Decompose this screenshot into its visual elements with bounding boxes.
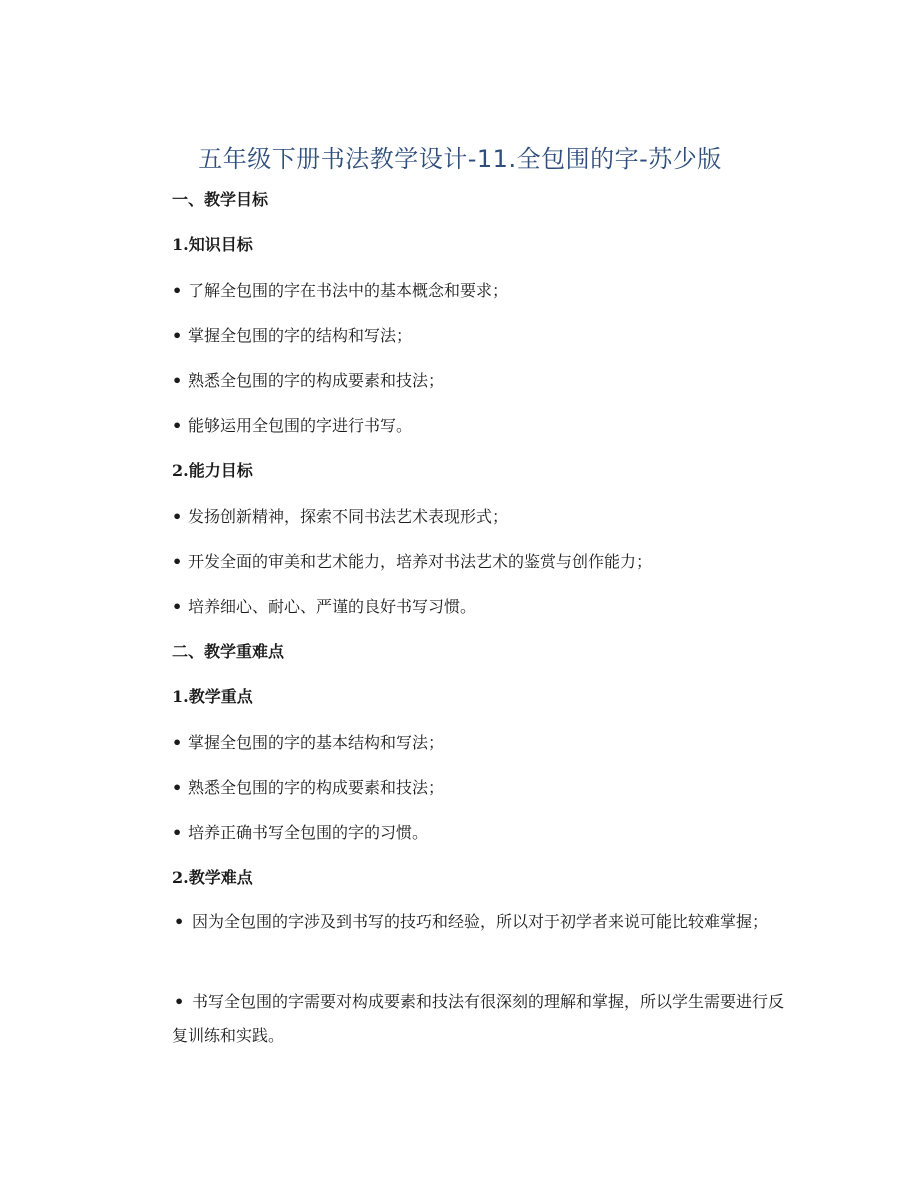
bullet-icon: • — [172, 597, 183, 616]
document-title: 五年级下册书法教学设计-11.全包围的字-苏少版 — [198, 145, 722, 173]
bullet-icon: • — [174, 912, 185, 931]
bullet-icon: • — [172, 733, 183, 752]
list-item-text: 因为全包围的字涉及到书写的技巧和经验，所以对于初学者来说可能比较难掌握； — [192, 912, 769, 931]
subheading-teaching-difficulties: 2.教学难点 — [172, 868, 253, 887]
list-item-text: 培养正确书写全包围的字的习惯。 — [188, 823, 429, 842]
bullet-icon: • — [172, 778, 183, 797]
bullet-icon: • — [172, 326, 183, 345]
section-heading-key-points: 二、教学重难点 — [172, 642, 285, 661]
list-item-text: 发扬创新精神，探索不同书法艺术表现形式； — [188, 507, 509, 526]
list-item — [172, 821, 428, 845]
list-item — [172, 776, 444, 800]
subheading-knowledge-goals: 1.知识目标 — [172, 235, 253, 254]
list-item — [172, 985, 792, 1053]
bullet-icon: • — [172, 281, 183, 300]
list-item-text: 掌握全包围的字的基本结构和写法； — [188, 733, 445, 752]
list-item-text: 开发全面的审美和艺术能力，培养对书法艺术的鉴赏与创作能力； — [188, 552, 653, 571]
section-heading-objectives: 一、教学目标 — [172, 190, 269, 209]
list-item — [172, 550, 652, 574]
list-item — [172, 414, 412, 438]
bullet-icon: • — [172, 823, 183, 842]
bullet-icon: • — [172, 507, 183, 526]
subheading-ability-goals: 2.能力目标 — [172, 461, 253, 480]
list-item-text: 书写全包围的字需要对构成要素和技法有很深刻的理解和掌握，所以学生需要进行反复训练和实践。 — [172, 992, 785, 1045]
list-item — [172, 369, 444, 393]
list-item-text: 了解全包围的字在书法中的基本概念和要求； — [188, 281, 509, 300]
list-item — [172, 324, 412, 348]
list-item — [172, 279, 508, 303]
bullet-icon: • — [172, 552, 183, 571]
subheading-teaching-focus: 1.教学重点 — [172, 687, 253, 706]
list-item — [172, 505, 508, 529]
list-item — [172, 731, 444, 755]
list-item-text: 掌握全包围的字的结构和写法； — [188, 326, 413, 345]
list-item-text: 熟悉全包围的字的构成要素和技法； — [188, 778, 445, 797]
list-item — [172, 905, 792, 939]
bullet-icon: • — [172, 416, 183, 435]
list-item-text: 熟悉全包围的字的构成要素和技法； — [188, 371, 445, 390]
bullet-icon: • — [174, 992, 185, 1011]
bullet-icon: • — [172, 371, 183, 390]
list-item — [172, 595, 476, 619]
list-item-text: 培养细心、耐心、严谨的良好书写习惯。 — [188, 597, 477, 616]
list-item-text: 能够运用全包围的字进行书写。 — [188, 416, 413, 435]
